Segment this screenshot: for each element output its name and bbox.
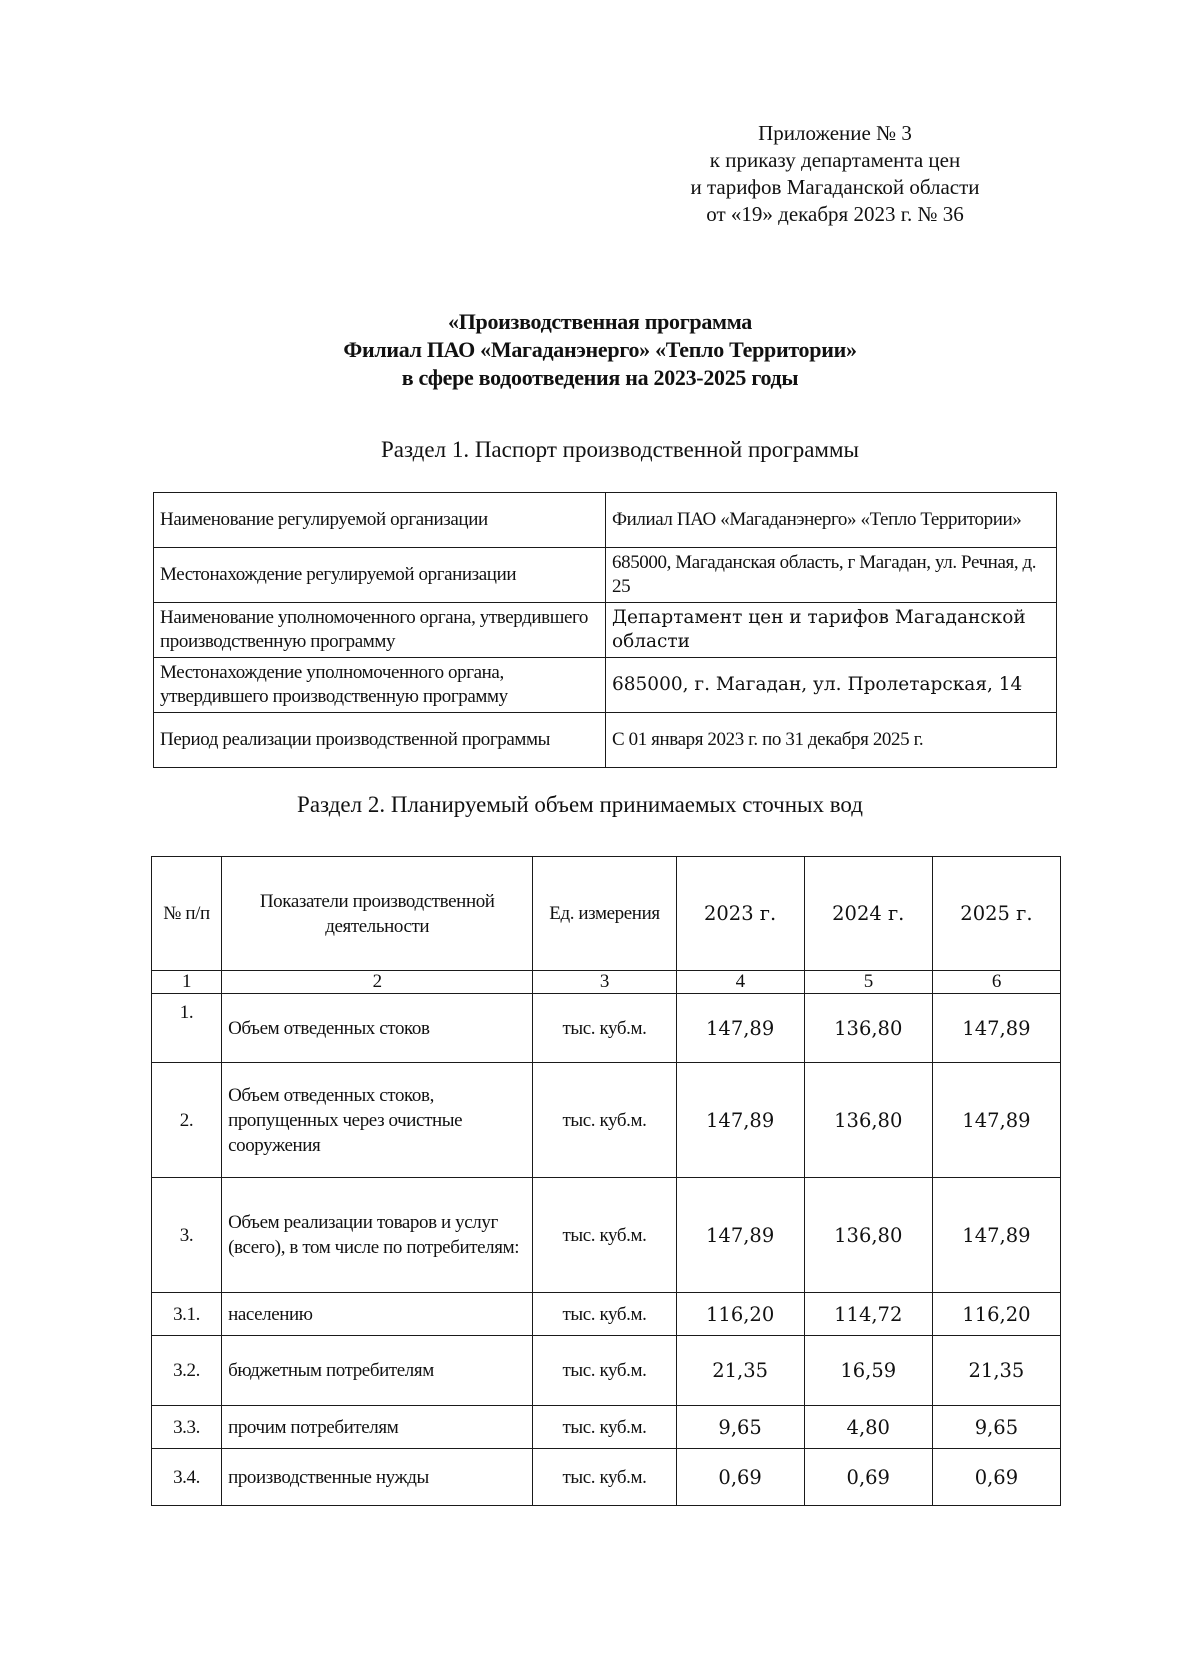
value-2024: 16,59: [804, 1336, 932, 1406]
row-number: 3.4.: [152, 1449, 222, 1506]
value-2023: 21,35: [676, 1336, 804, 1406]
column-index: 1: [152, 971, 222, 994]
value-2024: 4,80: [804, 1406, 932, 1449]
indicator-cell: Объем отведенных стоков, пропущенных через очистные сооружения: [222, 1063, 533, 1178]
indicator-cell: бюджетным потребителям: [222, 1336, 533, 1406]
appendix-header: [640, 120, 1030, 228]
passport-label: Период реализации производственной программы: [154, 713, 606, 768]
table-row: [154, 493, 1057, 548]
unit-cell: тыс. куб.м.: [533, 1293, 676, 1336]
row-number: 3.1.: [152, 1293, 222, 1336]
column-index: 4: [676, 971, 804, 994]
table-row: [152, 1406, 1061, 1449]
value-2025: 0,69: [932, 1449, 1060, 1506]
row-number: 3.3.: [152, 1406, 222, 1449]
value-2023: 147,89: [676, 994, 804, 1063]
value-2023: 0,69: [676, 1449, 804, 1506]
title-line-2: Филиал ПАО «Магаданэнерго» «Тепло Территории»: [343, 337, 857, 362]
table-row: [152, 1178, 1061, 1293]
column-header: Показатели производственной деятельности: [222, 857, 533, 971]
indicator-cell: Объем отведенных стоков: [222, 994, 533, 1063]
passport-table: [153, 492, 1057, 768]
passport-label: Местонахождение уполномоченного органа, утвердившего производственную программу: [154, 658, 606, 713]
passport-value: Филиал ПАО «Магаданэнерго» «Тепло Территории»: [606, 493, 1057, 548]
passport-label: Местонахождение регулируемой организации: [154, 548, 606, 603]
column-index: 2: [222, 971, 533, 994]
table-row: [152, 1336, 1061, 1406]
row-number: 1.: [152, 994, 222, 1063]
indicator-cell: населению: [222, 1293, 533, 1336]
table-row: [152, 1063, 1061, 1178]
table-row: [154, 658, 1057, 713]
column-index: 5: [804, 971, 932, 994]
column-header: 2023 г.: [676, 857, 804, 971]
passport-label: Наименование регулируемой организации: [154, 493, 606, 548]
value-2025: 9,65: [932, 1406, 1060, 1449]
value-2025: 21,35: [932, 1336, 1060, 1406]
passport-label: Наименование уполномоченного органа, утвердившего производственную программу: [154, 603, 606, 658]
value-2023: 147,89: [676, 1063, 804, 1178]
section-1-heading: Раздел 1. Паспорт производственной программы: [381, 437, 859, 462]
table-row: [152, 1449, 1061, 1506]
value-2023: 9,65: [676, 1406, 804, 1449]
row-number: 3.2.: [152, 1336, 222, 1406]
appendix-date: от «19» декабря 2023 г. № 36: [706, 202, 964, 226]
value-2025: 147,89: [932, 994, 1060, 1063]
document-title: [100, 308, 1100, 392]
table-row: [154, 603, 1057, 658]
table-row: [152, 1293, 1061, 1336]
section-2-heading: Раздел 2. Планируемый объем принимаемых сточных вод: [297, 792, 863, 817]
value-2023: 116,20: [676, 1293, 804, 1336]
row-number: 3.: [152, 1178, 222, 1293]
unit-cell: тыс. куб.м.: [533, 1406, 676, 1449]
column-index: 3: [533, 971, 676, 994]
passport-value: 685000, Магаданская область, г Магадан, ул. Речная, д. 25: [606, 548, 1057, 603]
unit-cell: тыс. куб.м.: [533, 1336, 676, 1406]
value-2024: 136,80: [804, 1063, 932, 1178]
value-2023: 147,89: [676, 1178, 804, 1293]
value-2024: 0,69: [804, 1449, 932, 1506]
passport-value: С 01 января 2023 г. по 31 декабря 2025 г.: [606, 713, 1057, 768]
table-row: [152, 994, 1061, 1063]
indicator-cell: производственные нужды: [222, 1449, 533, 1506]
row-number: 2.: [152, 1063, 222, 1178]
column-header: 2024 г.: [804, 857, 932, 971]
column-index-row: [152, 971, 1061, 994]
unit-cell: тыс. куб.м.: [533, 1178, 676, 1293]
unit-cell: тыс. куб.м.: [533, 994, 676, 1063]
volumes-table: [151, 856, 1061, 1506]
appendix-department: и тарифов Магаданской области: [690, 175, 980, 199]
title-line-1: «Производственная программа: [448, 309, 752, 334]
value-2025: 147,89: [932, 1178, 1060, 1293]
value-2024: 136,80: [804, 1178, 932, 1293]
appendix-number: Приложение № 3: [758, 121, 912, 145]
table-header-row: [152, 857, 1061, 971]
column-header: 2025 г.: [932, 857, 1060, 971]
appendix-order-ref: к приказу департамента цен: [709, 148, 961, 172]
column-index: 6: [932, 971, 1060, 994]
table-row: [154, 548, 1057, 603]
value-2024: 136,80: [804, 994, 932, 1063]
column-header: № п/п: [152, 857, 222, 971]
value-2025: 147,89: [932, 1063, 1060, 1178]
indicator-cell: Объем реализации товаров и услуг (всего), в том числе по потребителям:: [222, 1178, 533, 1293]
unit-cell: тыс. куб.м.: [533, 1063, 676, 1178]
column-header: Ед. измерения: [533, 857, 676, 971]
passport-value: 685000, г. Магадан, ул. Пролетарская, 14: [606, 658, 1057, 713]
value-2024: 114,72: [804, 1293, 932, 1336]
value-2025: 116,20: [932, 1293, 1060, 1336]
unit-cell: тыс. куб.м.: [533, 1449, 676, 1506]
table-row: [154, 713, 1057, 768]
indicator-cell: прочим потребителям: [222, 1406, 533, 1449]
passport-value: Департамент цен и тарифов Магаданской области: [606, 603, 1057, 658]
title-line-3: в сфере водоотведения на 2023-2025 годы: [401, 365, 799, 390]
